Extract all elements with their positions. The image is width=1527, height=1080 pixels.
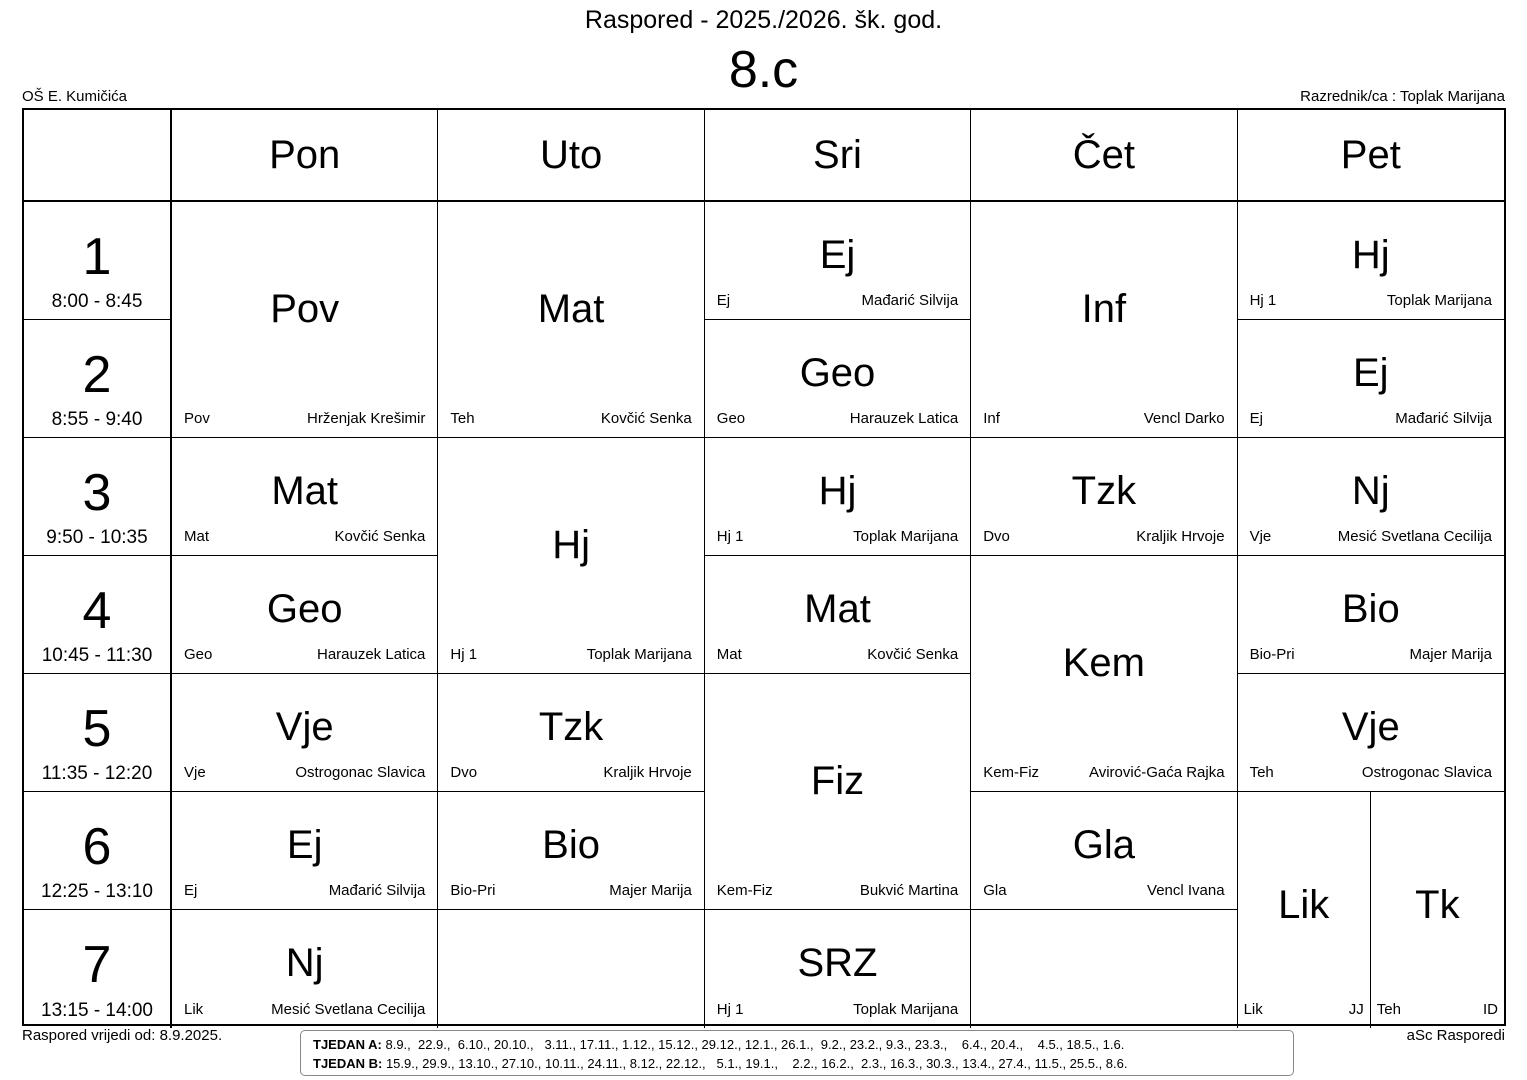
lesson-group: Inf bbox=[983, 410, 1000, 427]
lesson-group: Ej bbox=[1249, 410, 1263, 427]
period-number: 5 bbox=[82, 700, 112, 758]
week-a-dates: 8.9., 22.9., 6.10., 20.10., 3.11., 17.11., 1.12., 15.12., 29.12., 12.1., 26.1., 9.2., 23.2., 9.3., 23.3., 6.4., 20.4., 4.5., 18.5., 1.6. bbox=[381, 1037, 1125, 1052]
period-number: 6 bbox=[82, 818, 112, 876]
lesson-cell[interactable] bbox=[172, 674, 438, 792]
lesson-subject: Geo bbox=[266, 587, 343, 631]
homeroom-teacher: Razrednik/ca : Toplak Marijana bbox=[1300, 88, 1505, 105]
lesson-teacher: Toplak Marijana bbox=[853, 528, 959, 545]
timetable-grid bbox=[22, 108, 1506, 1026]
lesson-subject: Bio bbox=[542, 823, 600, 867]
period-time: 9:50 - 10:35 bbox=[46, 527, 148, 548]
lesson-group: Ej bbox=[184, 882, 198, 899]
lesson-group: Lik bbox=[184, 1001, 204, 1018]
lesson-group: Dvo bbox=[450, 764, 478, 781]
class-name: 8.c bbox=[728, 41, 799, 99]
lesson-teacher: Kovčić Senka bbox=[867, 646, 959, 663]
lesson-subject: Inf bbox=[1081, 287, 1127, 331]
lesson-subject: Kem bbox=[1062, 641, 1145, 685]
lesson-subject: Pov bbox=[270, 287, 340, 331]
lesson-group: Lik bbox=[1243, 1001, 1263, 1018]
lesson-teacher: Mesić Svetlana Cecilija bbox=[271, 1001, 426, 1018]
lesson-teacher: Harauzek Latica bbox=[849, 410, 959, 427]
lesson-cell[interactable] bbox=[971, 202, 1237, 438]
lesson-teacher: Mađarić Silvija bbox=[861, 292, 959, 309]
lesson-cell[interactable] bbox=[705, 910, 971, 1028]
lesson-teacher: Toplak Marijana bbox=[586, 646, 692, 663]
lesson-subject: Tk bbox=[1415, 883, 1460, 927]
lesson-group: Hj 1 bbox=[1249, 292, 1277, 309]
period-cell bbox=[24, 674, 172, 792]
lesson-teacher: JJ bbox=[1348, 1001, 1364, 1018]
week-b-row bbox=[313, 1054, 1281, 1073]
lesson-teacher: Ostrogonac Slavica bbox=[1361, 764, 1492, 781]
lesson-subject: Nj bbox=[1351, 469, 1390, 513]
lesson-group: Vje bbox=[184, 764, 206, 781]
week-a-label: TJEDAN A: bbox=[313, 1037, 382, 1052]
lesson-cell[interactable] bbox=[971, 438, 1237, 556]
lesson-group: Geo bbox=[716, 410, 746, 427]
lesson-cell[interactable] bbox=[1371, 792, 1504, 1028]
lesson-teacher: Mesić Svetlana Cecilija bbox=[1337, 528, 1492, 545]
week-b-dates: 15.9., 29.9., 13.10., 27.10., 10.11., 24.11., 8.12., 22.12., 5.1., 19.1., 2.2., 16.2., 2.3., 16.3., 30.3., 13.4., 27.4., 11.5., 25.5., 8.6. bbox=[382, 1056, 1128, 1071]
period-cell bbox=[24, 320, 172, 438]
lesson-group: Kem-Fiz bbox=[716, 882, 773, 899]
lesson-teacher: Kovčić Senka bbox=[600, 410, 692, 427]
lesson-cell[interactable] bbox=[705, 202, 971, 320]
lesson-subject: Vje bbox=[1341, 705, 1400, 749]
lesson-subject: Gla bbox=[1072, 823, 1135, 867]
valid-from: Raspored vrijedi od: 8.9.2025. bbox=[22, 1027, 223, 1044]
lesson-subject: Mat bbox=[804, 587, 871, 631]
lesson-cell[interactable] bbox=[1238, 556, 1504, 674]
lesson-subject: Fiz bbox=[810, 759, 865, 803]
lesson-teacher: Avirović-Gaća Rajka bbox=[1088, 764, 1225, 781]
lesson-group: Hj 1 bbox=[716, 528, 744, 545]
lesson-teacher: Kraljik Hrvoje bbox=[603, 764, 692, 781]
lesson-cell[interactable] bbox=[438, 910, 704, 1028]
lesson-group: Hj 1 bbox=[716, 1001, 744, 1018]
period-time: 12:25 - 13:10 bbox=[41, 881, 153, 902]
period-time: 8:00 - 8:45 bbox=[51, 291, 143, 312]
lesson-teacher: Bukvić Martina bbox=[859, 882, 959, 899]
lesson-subject: Mat bbox=[537, 287, 605, 331]
day-header-1: Uto bbox=[438, 110, 704, 202]
period-time: 13:15 - 14:00 bbox=[41, 1000, 153, 1021]
lesson-subject: Vje bbox=[275, 705, 334, 749]
lesson-subject: Nj bbox=[285, 941, 324, 985]
lesson-cell[interactable] bbox=[172, 910, 438, 1028]
period-number: 3 bbox=[82, 464, 112, 522]
lesson-subject: Mat bbox=[271, 469, 339, 513]
lesson-teacher: Mađarić Silvija bbox=[1395, 410, 1492, 427]
lesson-subject: Tzk bbox=[538, 705, 604, 749]
lesson-teacher: Hrženjak Krešimir bbox=[307, 410, 426, 427]
timetable-title: Raspored - 2025./2026. šk. god. bbox=[584, 6, 943, 34]
lesson-cell[interactable] bbox=[438, 202, 704, 438]
lesson-group: Mat bbox=[184, 528, 210, 545]
lesson-group: Dvo bbox=[983, 528, 1010, 545]
lesson-subject: Ej bbox=[286, 823, 323, 867]
lesson-cell[interactable] bbox=[172, 792, 438, 910]
lesson-group: Hj 1 bbox=[450, 646, 478, 663]
lesson-group: Mat bbox=[716, 646, 742, 663]
lesson-subject: Hj bbox=[552, 523, 590, 567]
lesson-subject: Geo bbox=[799, 351, 876, 395]
period-time: 11:35 - 12:20 bbox=[41, 763, 153, 784]
period-number: 4 bbox=[82, 582, 112, 640]
lesson-cell[interactable] bbox=[971, 910, 1237, 1028]
lesson-group: Pov bbox=[184, 410, 210, 427]
period-cell bbox=[24, 556, 172, 674]
lesson-cell[interactable] bbox=[971, 556, 1237, 792]
lesson-cell[interactable] bbox=[705, 320, 971, 438]
lesson-cell[interactable] bbox=[1238, 792, 1371, 1028]
lesson-subject: Bio bbox=[1341, 587, 1400, 631]
lesson-cell[interactable] bbox=[172, 438, 438, 556]
lesson-teacher: Vencl Ivana bbox=[1147, 882, 1225, 899]
lesson-group: Bio-Pri bbox=[450, 882, 496, 899]
period-time: 10:45 - 11:30 bbox=[41, 645, 153, 666]
lesson-cell[interactable] bbox=[1238, 320, 1504, 438]
lesson-teacher: Mađarić Silvija bbox=[328, 882, 426, 899]
lesson-cell[interactable] bbox=[705, 438, 971, 556]
lesson-subject: Ej bbox=[1353, 351, 1389, 395]
period-time: 8:55 - 9:40 bbox=[51, 409, 143, 430]
lesson-teacher: Majer Marija bbox=[609, 882, 692, 899]
lesson-subject: Tzk bbox=[1071, 469, 1137, 513]
lesson-cell[interactable] bbox=[172, 556, 438, 674]
lesson-subject: SRZ bbox=[797, 941, 878, 985]
lesson-group: Teh bbox=[450, 410, 475, 427]
school-name: OŠ E. Kumičića bbox=[22, 88, 128, 105]
week-a-row bbox=[313, 1035, 1281, 1054]
day-header-2: Sri bbox=[705, 110, 971, 202]
lesson-group: Teh bbox=[1376, 1001, 1401, 1018]
lesson-group: Teh bbox=[1249, 764, 1274, 781]
week-b-label: TJEDAN B: bbox=[313, 1056, 383, 1071]
lesson-teacher: Harauzek Latica bbox=[316, 646, 426, 663]
lesson-group: Gla bbox=[983, 882, 1007, 899]
lesson-subject: Ej bbox=[819, 233, 856, 277]
lesson-teacher: Majer Marija bbox=[1409, 646, 1492, 663]
week-schedule-box bbox=[300, 1030, 1294, 1076]
lesson-cell[interactable] bbox=[438, 792, 704, 910]
lesson-teacher: Ostrogonac Slavica bbox=[295, 764, 426, 781]
period-cell bbox=[24, 438, 172, 556]
lesson-cell[interactable] bbox=[438, 674, 704, 792]
lesson-subject: Hj bbox=[1351, 233, 1390, 277]
lesson-cell[interactable] bbox=[1238, 674, 1504, 792]
period-cell bbox=[24, 202, 172, 320]
lesson-teacher: ID bbox=[1482, 1001, 1498, 1018]
lesson-cell[interactable] bbox=[705, 674, 971, 910]
corner-cell bbox=[24, 110, 172, 202]
lesson-teacher: Toplak Marijana bbox=[1386, 292, 1492, 309]
period-cell bbox=[24, 910, 172, 1028]
day-header-4: Pet bbox=[1238, 110, 1504, 202]
lesson-subject: Lik bbox=[1278, 883, 1330, 927]
period-number: 7 bbox=[82, 936, 112, 994]
lesson-teacher: Toplak Marijana bbox=[853, 1001, 959, 1018]
lesson-teacher: Vencl Darko bbox=[1143, 410, 1225, 427]
lesson-group: Geo bbox=[184, 646, 213, 663]
lesson-cell[interactable] bbox=[438, 438, 704, 674]
lesson-cell[interactable] bbox=[1238, 438, 1504, 556]
lesson-group: Ej bbox=[716, 292, 731, 309]
day-header-3: Čet bbox=[971, 110, 1237, 202]
period-number: 1 bbox=[82, 228, 112, 286]
lesson-cell[interactable] bbox=[172, 202, 438, 438]
period-number: 2 bbox=[82, 346, 112, 404]
software-credit: aSc Rasporedi bbox=[1406, 1027, 1505, 1044]
lesson-cell[interactable] bbox=[971, 792, 1237, 910]
day-header-0: Pon bbox=[172, 110, 438, 202]
lesson-teacher: Kraljik Hrvoje bbox=[1136, 528, 1225, 545]
lesson-subject: Hj bbox=[818, 469, 857, 513]
period-cell bbox=[24, 792, 172, 910]
lesson-teacher: Kovčić Senka bbox=[334, 528, 426, 545]
lesson-cell[interactable] bbox=[1238, 202, 1504, 320]
lesson-group: Bio-Pri bbox=[1249, 646, 1295, 663]
lesson-group: Vje bbox=[1249, 528, 1272, 545]
lesson-group: Kem-Fiz bbox=[983, 764, 1040, 781]
lesson-cell[interactable] bbox=[705, 556, 971, 674]
